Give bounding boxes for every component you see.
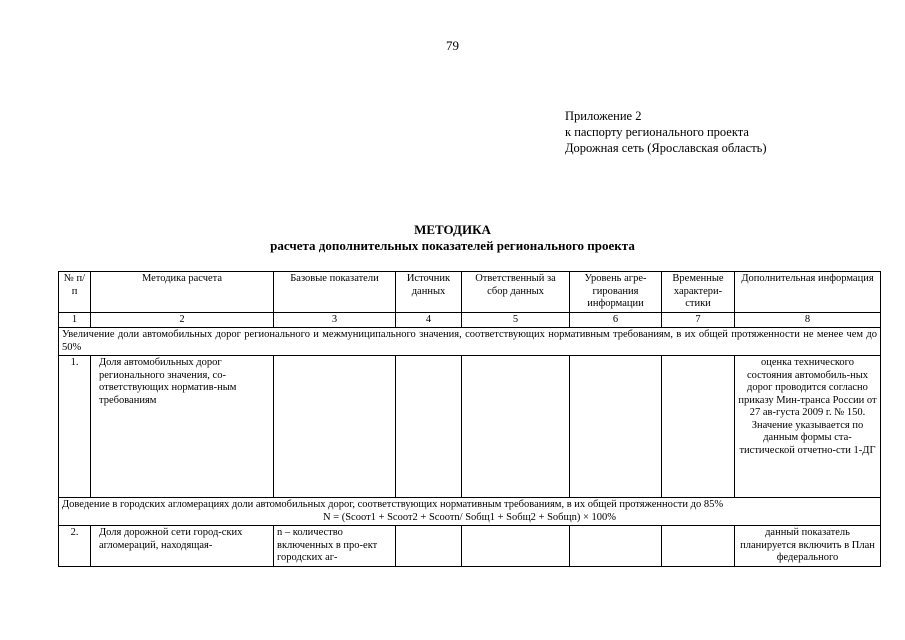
header-num: № п/п	[59, 272, 91, 313]
header-level: Уровень агре-гирования информации	[570, 272, 662, 313]
info-cell: оценка технического состояния автомобиль-ных дорог проводится согласно приказу Мин-транса России от 27 ав-густа 2009 г. № 150. Значение указывается по данным формы ста-тистической отчетно-сти 1-ДГ	[735, 356, 881, 498]
section-heading-1: Увеличение доли автомобильных дорог регионального и межмуниципального значения, соответствующих нормативным требованиям, в их общей протяженности не менее чем до 50%	[59, 328, 881, 356]
col-number: 1	[59, 312, 91, 328]
page-number: 79	[446, 38, 459, 53]
section-row-2	[59, 498, 881, 526]
source-cell	[396, 526, 462, 567]
header-source: Источник данных	[396, 272, 462, 313]
title-sub: расчета дополнительных показателей регионального проекта	[270, 238, 635, 253]
title-main: МЕТОДИКА	[414, 222, 491, 237]
base-cell	[274, 356, 396, 498]
info-cell: данный показатель планируется включить в План федерального	[735, 526, 881, 567]
header-method: Методика расчета	[91, 272, 274, 313]
source-cell	[396, 356, 462, 498]
col-number: 8	[735, 312, 881, 328]
row-number: 2.	[59, 526, 91, 567]
header-time: Временные характери-стики	[662, 272, 735, 313]
time-cell	[662, 356, 735, 498]
col-number: 2	[91, 312, 274, 328]
formula: N = (Sсоот1 + Sсоот2 + Sсоотn/ Sобщ1 + Sобщ2 + Sобщn) × 100%	[322, 511, 617, 523]
responsible-cell	[462, 526, 570, 567]
level-cell	[570, 356, 662, 498]
table-row	[59, 356, 881, 498]
responsible-cell	[462, 356, 570, 498]
method-cell: Доля автомобильных дорог регионального значения, со-ответствующих норматив-ным требованиям	[91, 356, 274, 498]
section-heading-2	[59, 498, 881, 526]
appendix-line-3: Дорожная сеть (Ярославская область)	[565, 141, 767, 155]
header-row	[59, 272, 881, 313]
appendix-block	[565, 108, 767, 156]
level-cell	[570, 526, 662, 567]
time-cell	[662, 526, 735, 567]
header-info: Дополнительная информация	[735, 272, 881, 313]
table-row	[59, 526, 881, 567]
col-number: 7	[662, 312, 735, 328]
col-number: 4	[396, 312, 462, 328]
col-number: 5	[462, 312, 570, 328]
method-cell: Доля дорожной сети город-ских агломераций, находящая-	[91, 526, 274, 567]
column-number-row	[59, 312, 881, 328]
base-cell: n – количество включенных в про-ект городских аг-	[274, 526, 396, 567]
col-number: 6	[570, 312, 662, 328]
col-number: 3	[274, 312, 396, 328]
row-number: 1.	[59, 356, 91, 498]
section-row-1	[59, 328, 881, 356]
header-responsible: Ответственный за сбор данных	[462, 272, 570, 313]
header-base: Базовые показатели	[274, 272, 396, 313]
appendix-line-2: к паспорту регионального проекта	[565, 125, 749, 139]
methodology-table	[58, 271, 881, 567]
section-heading-2-text: Доведение в городских агломерациях доли автомобильных дорог, соответствующих нормативным требованиям, в их общей протяженности до 85%	[62, 499, 724, 510]
document-title	[0, 222, 905, 254]
appendix-line-1: Приложение 2	[565, 109, 642, 123]
